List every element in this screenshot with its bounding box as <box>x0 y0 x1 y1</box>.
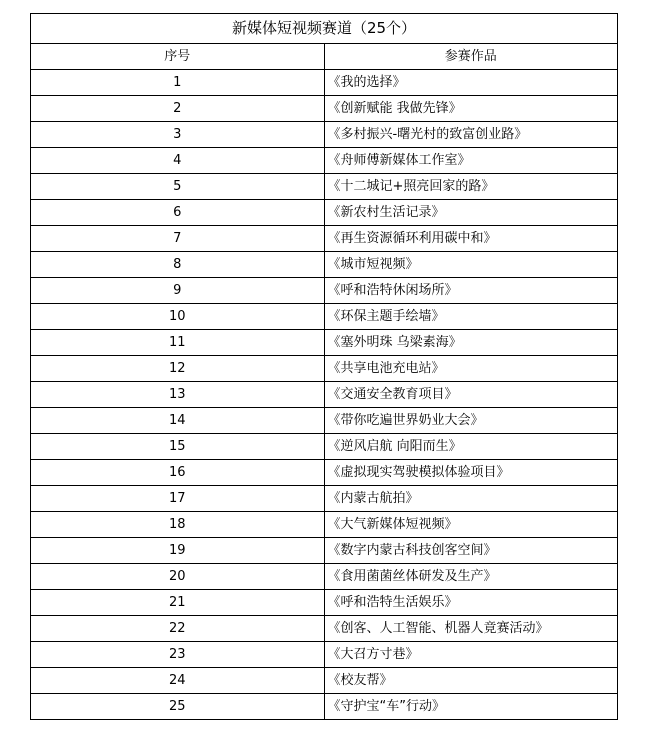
row-work-title: 《大气新媒体短视频》 <box>324 512 618 538</box>
row-work-title: 《新农村生活记录》 <box>324 200 618 226</box>
table-row <box>31 668 618 694</box>
row-work-title: 《十二城记+照亮回家的路》 <box>324 174 618 200</box>
row-number: 3 <box>31 122 325 148</box>
row-work-title: 《再生资源循环利用碳中和》 <box>324 226 618 252</box>
table-row <box>31 382 618 408</box>
row-number: 7 <box>31 226 325 252</box>
table-header-row <box>31 44 618 70</box>
row-work-title: 《食用菌菌丝体研发及生产》 <box>324 564 618 590</box>
row-work-title: 《内蒙古航拍》 <box>324 486 618 512</box>
table-row <box>31 122 618 148</box>
table-row <box>31 460 618 486</box>
table-row <box>31 434 618 460</box>
row-number: 2 <box>31 96 325 122</box>
table-row <box>31 70 618 96</box>
table-row <box>31 200 618 226</box>
table-row <box>31 616 618 642</box>
table-row <box>31 252 618 278</box>
row-number: 18 <box>31 512 325 538</box>
row-work-title: 《塞外明珠 乌梁素海》 <box>324 330 618 356</box>
row-number: 22 <box>31 616 325 642</box>
table-row <box>31 96 618 122</box>
table-row <box>31 226 618 252</box>
header-number: 序号 <box>31 44 325 70</box>
row-work-title: 《逆风启航 向阳而生》 <box>324 434 618 460</box>
row-work-title: 《交通安全教育项目》 <box>324 382 618 408</box>
row-number: 11 <box>31 330 325 356</box>
table-body <box>31 70 618 720</box>
row-work-title: 《多村振兴-曙光村的致富创业路》 <box>324 122 618 148</box>
row-work-title: 《创客、人工智能、机器人竟赛活动》 <box>324 616 618 642</box>
table-row <box>31 694 618 720</box>
table-row <box>31 538 618 564</box>
table-row <box>31 356 618 382</box>
table-title: 新媒体短视频赛道（25个） <box>31 14 618 44</box>
row-work-title: 《大召方寸巷》 <box>324 642 618 668</box>
entry-table-sheet <box>30 13 618 720</box>
row-number: 5 <box>31 174 325 200</box>
row-number: 15 <box>31 434 325 460</box>
table-row <box>31 278 618 304</box>
row-number: 10 <box>31 304 325 330</box>
table-row <box>31 642 618 668</box>
row-work-title: 《呼和浩特休闲场所》 <box>324 278 618 304</box>
row-work-title: 《虚拟现实驾驶模拟体验项目》 <box>324 460 618 486</box>
table-row <box>31 408 618 434</box>
row-number: 9 <box>31 278 325 304</box>
row-number: 23 <box>31 642 325 668</box>
row-work-title: 《创新赋能 我做先锋》 <box>324 96 618 122</box>
row-work-title: 《我的选择》 <box>324 70 618 96</box>
table-row <box>31 174 618 200</box>
row-work-title: 《校友帮》 <box>324 668 618 694</box>
row-work-title: 《数字内蒙古科技创客空间》 <box>324 538 618 564</box>
row-number: 21 <box>31 590 325 616</box>
row-work-title: 《共享电池充电站》 <box>324 356 618 382</box>
row-number: 19 <box>31 538 325 564</box>
row-number: 14 <box>31 408 325 434</box>
table-row <box>31 304 618 330</box>
row-number: 12 <box>31 356 325 382</box>
row-number: 4 <box>31 148 325 174</box>
row-work-title: 《守护宝“车”行动》 <box>324 694 618 720</box>
row-work-title: 《带你吃遍世界奶业大会》 <box>324 408 618 434</box>
header-work: 参赛作品 <box>324 44 618 70</box>
row-work-title: 《舟师傅新媒体工作室》 <box>324 148 618 174</box>
row-number: 8 <box>31 252 325 278</box>
row-work-title: 《环保主题手绘墙》 <box>324 304 618 330</box>
row-number: 24 <box>31 668 325 694</box>
table-row <box>31 148 618 174</box>
row-number: 13 <box>31 382 325 408</box>
table-row <box>31 590 618 616</box>
row-number: 20 <box>31 564 325 590</box>
row-number: 25 <box>31 694 325 720</box>
table-row <box>31 564 618 590</box>
table-row <box>31 486 618 512</box>
row-number: 17 <box>31 486 325 512</box>
row-number: 1 <box>31 70 325 96</box>
row-number: 16 <box>31 460 325 486</box>
row-number: 6 <box>31 200 325 226</box>
row-work-title: 《呼和浩特生活娱乐》 <box>324 590 618 616</box>
table-row <box>31 512 618 538</box>
entry-table <box>30 13 618 720</box>
table-title-row <box>31 14 618 44</box>
row-work-title: 《城市短视频》 <box>324 252 618 278</box>
table-row <box>31 330 618 356</box>
